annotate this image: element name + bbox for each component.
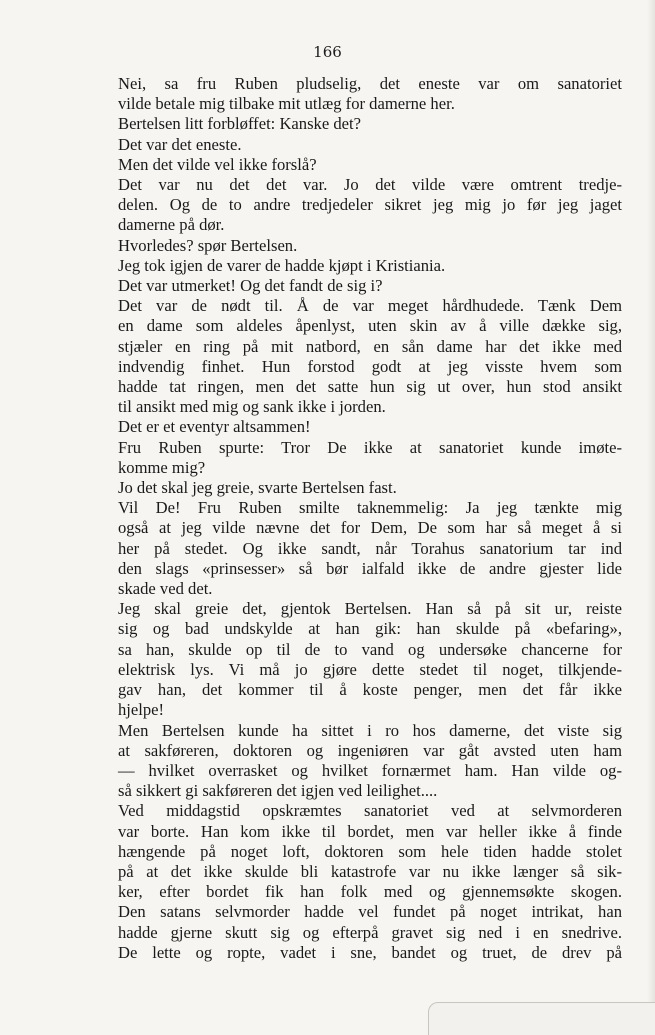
text-line: De lette og ropte, vadet i sne, bandet og truet, de drev på	[118, 942, 622, 962]
text-line: delen. Og de to andre tredjedeler sikret jeg mig jo før jeg jaget	[118, 195, 622, 215]
text-line: en dame som aldeles åpenlyst, uten skin av å ville dække sig,	[118, 316, 622, 336]
text-line: Jo det skal jeg greie, svarte Bertelsen fast.	[118, 478, 397, 498]
text-line: Den satans selvmorder hadde vel fundet på noget intrikat, han	[118, 902, 622, 922]
text-line: Jeg skal greie det, gjentok Bertelsen. Han så på sit ur, reiste	[118, 599, 622, 619]
text-line: Fru Ruben spurte: Tror De ikke at sanatoriet kunde imøte-	[118, 437, 622, 457]
text-line: sig og bad undskylde at han gik: han skulde på «befaring»,	[118, 619, 622, 639]
text-line: Det var de nødt til. Å de var meget hårdhudede. Tænk Dem	[118, 296, 622, 316]
text-line: så sikkert gi sakføreren det igjen ved leilighet....	[118, 781, 438, 801]
text-line: hadde gjerne skutt sig og efterpå gravet sig ned i en snedrive.	[118, 922, 622, 942]
text-line: hadde tat ringen, men det satte hun sig ut over, hun stod ansikt	[118, 377, 622, 397]
corner-tab	[428, 1002, 655, 1035]
text-line: til ansikt med mig og sank ikke i jorden.	[118, 397, 386, 417]
text-line: Men det vilde vel ikke forslå?	[118, 154, 317, 174]
text-line: Jeg tok igjen de varer de hadde kjøpt i Kristiania.	[118, 255, 446, 275]
text-line: vilde betale mig tilbake mit utlæg for damerne her.	[118, 94, 455, 114]
text-line: ker, efter bordet fik han folk med og gjennemsøkte skogen.	[118, 882, 622, 902]
text-line: — hvilket overrasket og hvilket fornærmet ham. Han vilde og-	[118, 760, 622, 780]
text-line: damerne på dør.	[118, 215, 225, 235]
text-line: Bertelsen litt forbløffet: Kanske det?	[118, 114, 361, 134]
text-line: at sakføreren, doktoren og ingeniøren var gåt avsted uten ham	[118, 740, 622, 760]
text-line: sa han, skulde op til de to vand og undersøke chancerne for	[118, 639, 622, 659]
text-line: Det er et eventyr altsammen!	[118, 417, 311, 437]
body-text	[118, 74, 622, 963]
text-line: Nei, sa fru Ruben pludselig, det eneste var om sanatoriet	[118, 74, 622, 93]
text-line: Hvorledes? spør Bertelsen.	[118, 235, 298, 255]
text-line: Det var det eneste.	[118, 134, 242, 154]
page-edge-shadow	[647, 0, 655, 1035]
text-line: hængende på noget loft, doktoren som hele tiden hadde stolet	[118, 841, 622, 861]
text-line: Vil De! Fru Ruben smilte taknemmelig: Ja jeg tænkte mig	[118, 498, 622, 518]
text-line: gav han, det kommer til å koste penger, men det får ikke	[118, 680, 622, 700]
text-line: også at jeg vilde nævne det for Dem, De som har så meget å si	[118, 518, 622, 538]
text-line: elektrisk lys. Vi må jo gjøre dette stedet til noget, tilkjende-	[118, 659, 622, 679]
text-line: stjæler en ring på mit natbord, en sån dame har det ikke med	[118, 336, 622, 356]
page-number: 166	[313, 43, 342, 61]
text-line: indvendig finhet. Hun forstod godt at jeg visste hvem som	[118, 356, 622, 376]
text-line: den slags «prinsesser» så bør ialfald ikke de andre gjester lide	[118, 558, 622, 578]
text-line: hjelpe!	[118, 700, 165, 720]
text-line: var borte. Han kom ikke til bordet, men var heller ikke å finde	[118, 821, 622, 841]
text-line: Det var nu det det var. Jo det vilde være omtrent tredje-	[118, 175, 622, 195]
text-line: komme mig?	[118, 457, 206, 477]
text-line: her på stedet. Og ikke sandt, når Torahus sanatorium tar ind	[118, 538, 622, 558]
text-line: skade ved det.	[118, 579, 213, 599]
text-line: Det var utmerket! Og det fandt de sig i?	[118, 276, 383, 296]
text-line: Men Bertelsen kunde ha sittet i ro hos damerne, det viste sig	[118, 720, 622, 740]
text-line: Ved middagstid opskræmtes sanatoriet ved at selvmorderen	[118, 801, 622, 821]
text-line: på at det ikke skulde bli katastrofe var nu ikke længer så sik-	[118, 861, 622, 881]
